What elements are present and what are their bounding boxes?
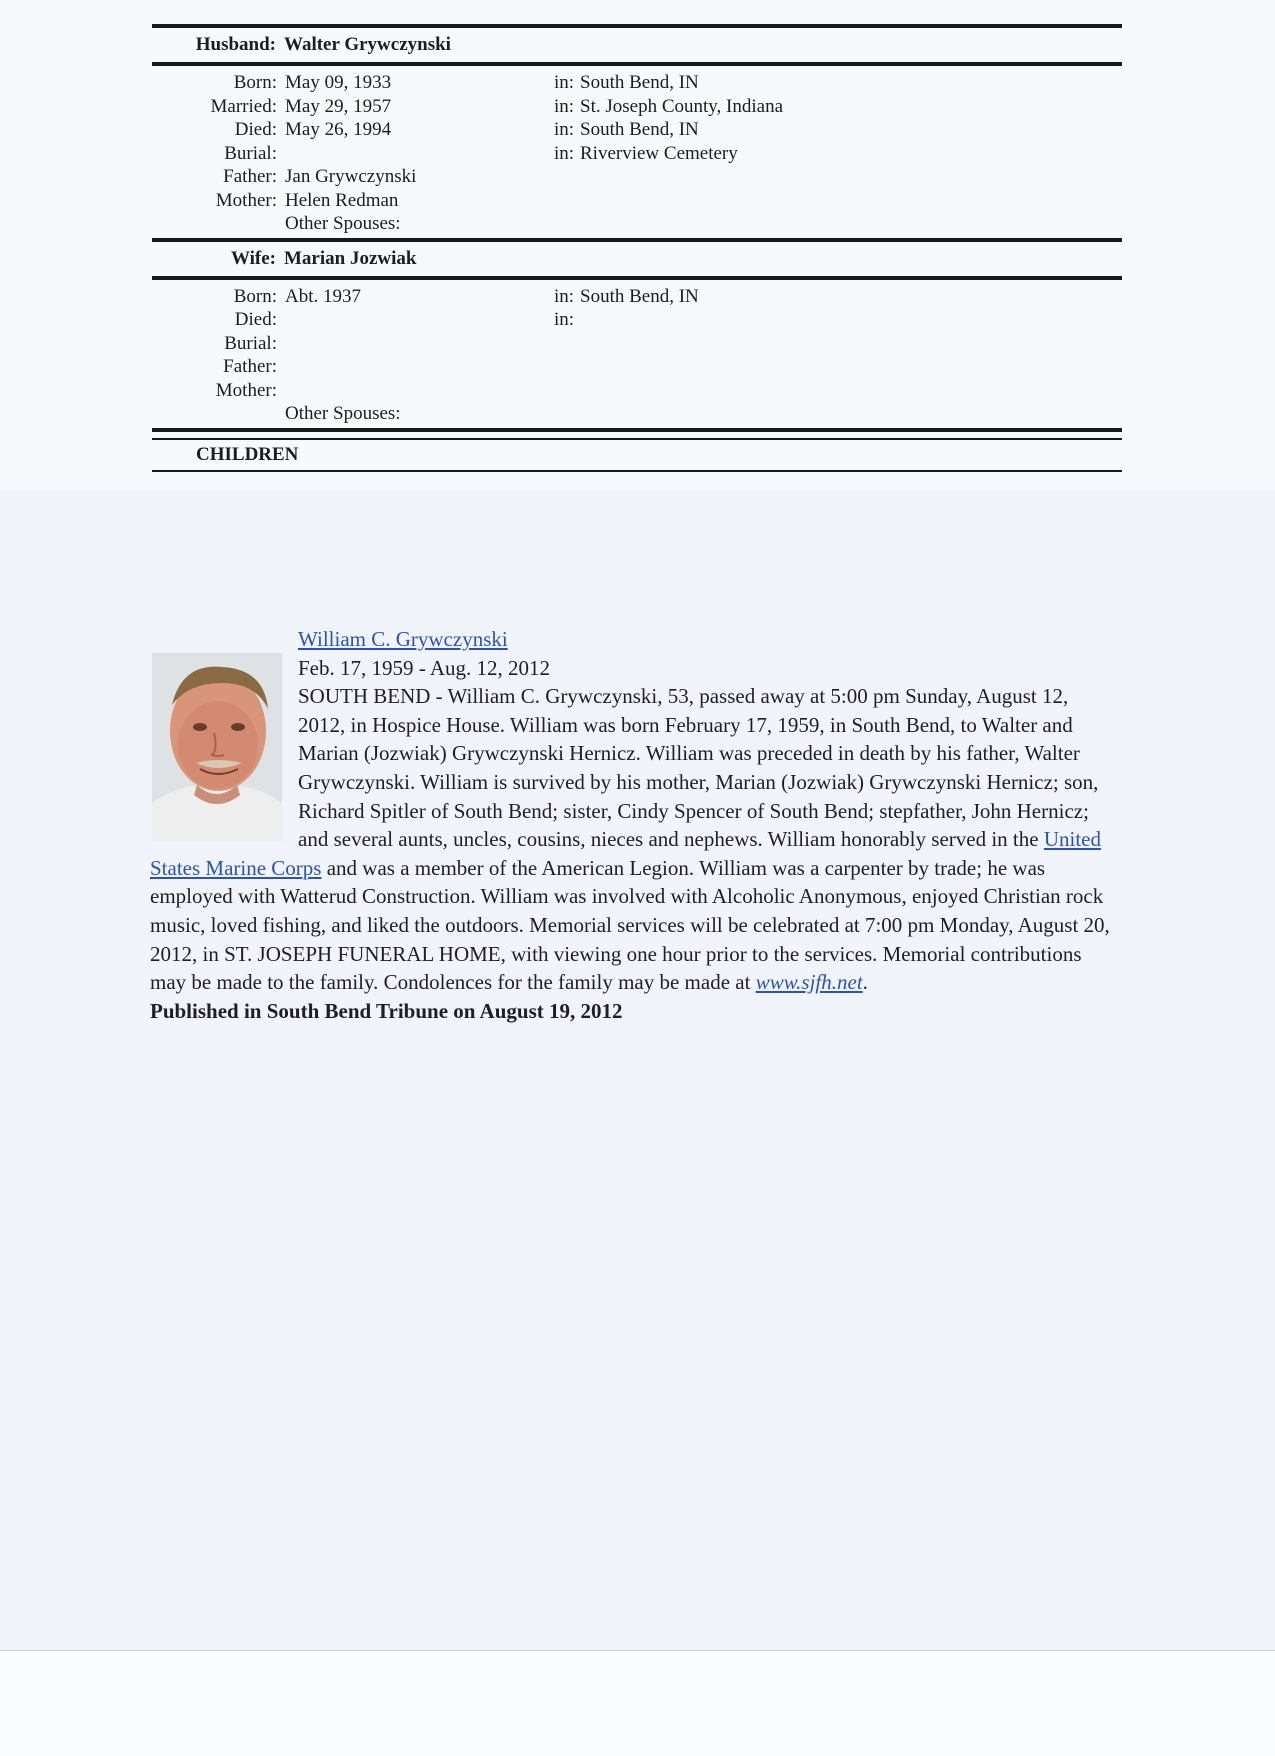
row-label: Father: xyxy=(223,356,277,377)
husband-mother-row xyxy=(152,189,1122,213)
wife-details xyxy=(152,280,1122,428)
row-label: Father: xyxy=(223,166,277,187)
portrait-image xyxy=(152,653,282,841)
wife-burial-row xyxy=(152,332,1122,356)
row-in-label: in: xyxy=(553,285,574,307)
children-header: CHILDREN xyxy=(196,443,299,465)
husband-label: Husband: xyxy=(195,34,276,55)
marine-corps-link[interactable]: United States Marine Corps xyxy=(150,827,1101,880)
divider xyxy=(152,470,1122,472)
husband-married-row xyxy=(152,95,1122,119)
wife-header xyxy=(152,242,1122,276)
row-in-label: in: xyxy=(553,119,574,140)
husband-died-row xyxy=(152,118,1122,142)
row-label: Born: xyxy=(233,285,277,307)
obituary-clipping xyxy=(150,625,1115,1025)
wife-died-row xyxy=(152,308,1122,332)
row-label: Born: xyxy=(233,72,277,93)
family-group-sheet xyxy=(152,24,1122,472)
row-label: Died: xyxy=(234,309,277,330)
row-label: Burial: xyxy=(224,142,277,164)
row-value: Other Spouses: xyxy=(285,403,401,424)
husband-father-row xyxy=(152,165,1122,189)
portrait-photo xyxy=(152,653,282,841)
row-place: South Bend, IN xyxy=(580,72,699,93)
row-place: South Bend, IN xyxy=(580,285,699,307)
wife-father-row xyxy=(152,355,1122,379)
row-in-label: in: xyxy=(553,309,574,330)
row-label: Died: xyxy=(234,119,277,140)
row-label: Burial: xyxy=(224,332,277,354)
row-value: May 26, 1994 xyxy=(285,119,392,140)
wife-other-spouses-row xyxy=(152,402,1122,426)
row-value: Jan Grywczynski xyxy=(285,166,417,187)
row-in-label: in: xyxy=(553,72,574,93)
husband-burial-row xyxy=(152,142,1122,166)
row-value: Abt. 1937 xyxy=(285,285,361,307)
website-link[interactable]: www.sjfh.net xyxy=(755,970,863,995)
row-value: May 29, 1957 xyxy=(285,95,392,117)
obituary-name-link[interactable]: William C. Grywczynski xyxy=(298,627,508,651)
row-label: Mother: xyxy=(215,379,277,401)
wife-born-row xyxy=(152,285,1122,309)
row-label: Mother: xyxy=(215,189,277,211)
obituary-dates: Feb. 17, 1959 - Aug. 12, 2012 xyxy=(298,655,550,680)
row-in-label: in: xyxy=(553,95,574,117)
published-credit: Published in South Bend Tribune on August 19, 2012 xyxy=(150,998,623,1023)
row-place: South Bend, IN xyxy=(580,119,699,140)
husband-other-spouses-row xyxy=(152,212,1122,236)
husband-born-row xyxy=(152,71,1122,95)
row-place: Riverview Cemetery xyxy=(580,142,738,164)
page-bottom-edge xyxy=(0,1650,1275,1756)
wife-label: Wife: xyxy=(230,247,276,269)
row-value: May 09, 1933 xyxy=(285,72,392,93)
obituary-text-part-1: SOUTH BEND - William C. Grywczynski, 53, passed away at 5:00 pm Sunday, August 12, 2012, in Hospice House. William was born February 17, 1959, in South Bend, to Walter and Marian (Jozwiak) Grywczynski Hernicz. William was preceded in death by his father, Walter Grywczynski. William is survived by his mother, Marian (Jozwiak) Grywczynski Hernicz; son, Richard Spitler of South Bend; sister, Cindy Spencer of South Bend; stepfather, John Hernicz; and several aunts, uncles, cousins, nieces and nephews. William honorably served in the xyxy=(298,684,1099,852)
husband-name: Walter Grywczynski xyxy=(284,34,451,55)
obituary-text-part-3: . xyxy=(862,970,868,995)
wife-name: Marian Jozwiak xyxy=(284,247,417,269)
row-place: St. Joseph County, Indiana xyxy=(580,95,784,117)
row-label: Married: xyxy=(210,95,277,117)
row-value: Other Spouses: xyxy=(285,213,401,234)
row-in-label: in: xyxy=(553,142,574,164)
obituary-text-part-2: and was a member of the American Legion. William was a carpenter by trade; he was employed with Watterud Construction. William was involved with Alcoholic Anonymous, enjoyed Christian rock music, loved fishing, and liked the outdoors. Memorial services will be celebrated at 7:00 pm Monday, August 20, 2012, in ST. JOSEPH FUNERAL HOME, with viewing one hour prior to the services. Memorial contributions may be made to the family. Condolences for the family may be made at xyxy=(150,855,1110,995)
husband-header xyxy=(152,28,1122,62)
wife-mother-row xyxy=(152,379,1122,403)
row-value: Helen Redman xyxy=(285,189,399,211)
husband-details xyxy=(152,66,1122,238)
